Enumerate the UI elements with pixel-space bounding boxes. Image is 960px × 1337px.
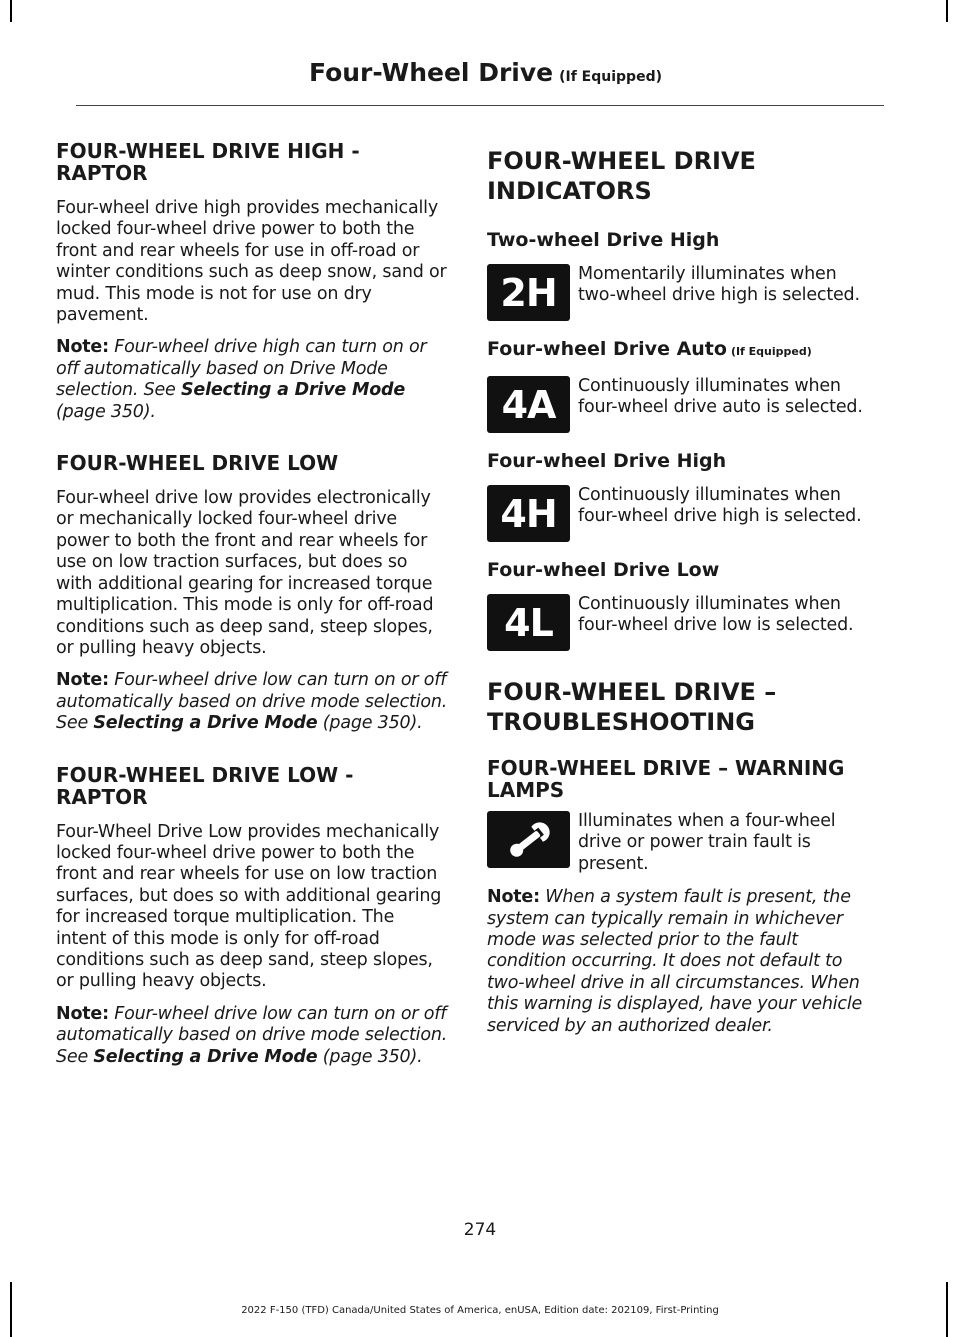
wrench-icon-graphic — [499, 818, 559, 862]
indicator-4l-icon: 4L — [487, 594, 570, 651]
indicator-heading-4h: Four-wheel Drive High — [487, 450, 727, 472]
note-text: Four-wheel drive high can turn on or off automatically based on Drive Mode selection. See — [56, 337, 427, 401]
indicator-description: Continuously illuminates when four-wheel drive low is selected. — [578, 594, 854, 636]
page-title-subtitle: (If Equipped) — [559, 69, 662, 85]
edition-footer: 2022 F-150 (TFD) Canada/United States of America, enUSA, Edition date: 202109, First-Printing — [241, 1305, 719, 1316]
indicator-heading-2h: Two-wheel Drive High — [487, 229, 720, 251]
note-label: Note: — [56, 1003, 109, 1024]
indicator-description: Continuously illuminates when four-wheel drive high is selected. — [578, 485, 862, 527]
paragraph-4wd-low-raptor: Four-Wheel Drive Low provides mechanically locked four-wheel drive power to both the front and rear wheels for use on low traction surfaces, but does so with additional gearing for increased torque multiplication. The intent of this mode is only for off-road conditions such as deep sand, steep slopes, or pulling heavy objects. — [56, 821, 442, 992]
cross-reference-link[interactable]: Selecting a Drive Mode — [181, 380, 406, 401]
page-reference: (page 350). — [317, 1046, 423, 1067]
troubleshooting-title-line-1: FOUR-WHEEL DRIVE – — [487, 678, 777, 706]
note-label: Note: — [56, 337, 109, 358]
indicator-4a-icon: 4A — [487, 376, 570, 433]
note-4wd-low-raptor — [56, 1004, 448, 1068]
paragraph-4wd-low: Four-wheel drive low provides electronically or mechanically locked four-wheel drive power to both the front and rear wheels for use on low traction surfaces, but does so with additional gearing for increased torque multiplication. This mode is only for off-road conditions such as deep sand, steep slopes, or pulling heavy objects. — [56, 488, 434, 658]
indicator-row-2h — [487, 264, 879, 321]
page-title-main: Four-Wheel Drive — [309, 58, 554, 87]
indicator-row-4h — [487, 485, 879, 542]
header-divider — [76, 105, 884, 106]
page-title — [309, 58, 662, 87]
section-heading-4wd-low: FOUR-WHEEL DRIVE LOW — [56, 451, 339, 476]
indicator-description: Continuously illuminates when four-wheel drive auto is selected. — [578, 376, 863, 418]
warning-row — [487, 811, 879, 875]
indicators-title-line-1: FOUR-WHEEL DRIVE — [487, 147, 756, 175]
warning-lamps-heading: FOUR-WHEEL DRIVE – WARNING LAMPS — [487, 756, 845, 802]
wrench-icon — [487, 811, 570, 868]
indicator-4h-icon: 4H — [487, 485, 570, 542]
indicator-row-4a — [487, 376, 879, 433]
note-text: Four-wheel drive low can turn on or off automatically based on drive mode selection. See — [56, 670, 448, 734]
crop-mark-top-right — [946, 0, 948, 22]
troubleshooting-title-line-2: TROUBLESHOOTING — [487, 708, 755, 736]
note-text: When a system fault is present, the system can typically remain in whichever mode was selected prior to the fault condition occurring. It does not default to two-wheel drive in all circumstances. When this warning is displayed, have your vehicle serviced by an authorized dealer. — [487, 887, 863, 1036]
page-reference: (page 350). — [56, 401, 156, 422]
left-column — [56, 140, 448, 1079]
indicator-row-4l — [487, 594, 879, 651]
note-warning-lamps — [487, 887, 879, 1037]
indicator-description: Momentarily illuminates when two-wheel drive high is selected. — [578, 264, 860, 306]
note-4wd-high-raptor — [56, 337, 448, 423]
note-text: Four-wheel drive low can turn on or off automatically based on drive mode selection. See — [56, 1003, 448, 1067]
indicator-2h-icon: 2H — [487, 264, 570, 321]
page-number: 274 — [463, 1220, 497, 1240]
cross-reference-link[interactable]: Selecting a Drive Mode — [93, 713, 318, 734]
note-label: Note: — [487, 887, 540, 908]
section-heading-4wd-high-raptor: FOUR-WHEEL DRIVE HIGH - RAPTOR — [56, 139, 360, 185]
indicators-title-line-2: INDICATORS — [487, 177, 652, 205]
indicator-heading-4a: Four-wheel Drive Auto (If Equipped) — [487, 338, 812, 360]
indicator-heading-4l: Four-wheel Drive Low — [487, 559, 720, 581]
right-column — [487, 146, 879, 1048]
paragraph-4wd-high-raptor: Four-wheel drive high provides mechanically locked four-wheel drive power to both the front and rear wheels for use in off-road or winter conditions such as deep snow, sand or mud. This mode is not for use on dry pavement. — [56, 198, 447, 326]
page-reference: (page 350). — [317, 713, 423, 734]
cross-reference-link[interactable]: Selecting a Drive Mode — [93, 1046, 318, 1067]
note-label: Note: — [56, 670, 109, 691]
note-4wd-low — [56, 670, 448, 734]
section-heading-4wd-low-raptor: FOUR-WHEEL DRIVE LOW - RAPTOR — [56, 762, 354, 809]
warning-description: Illuminates when a four-wheel drive or power train fault is present. — [578, 811, 836, 874]
crop-mark-top-left — [10, 0, 12, 22]
